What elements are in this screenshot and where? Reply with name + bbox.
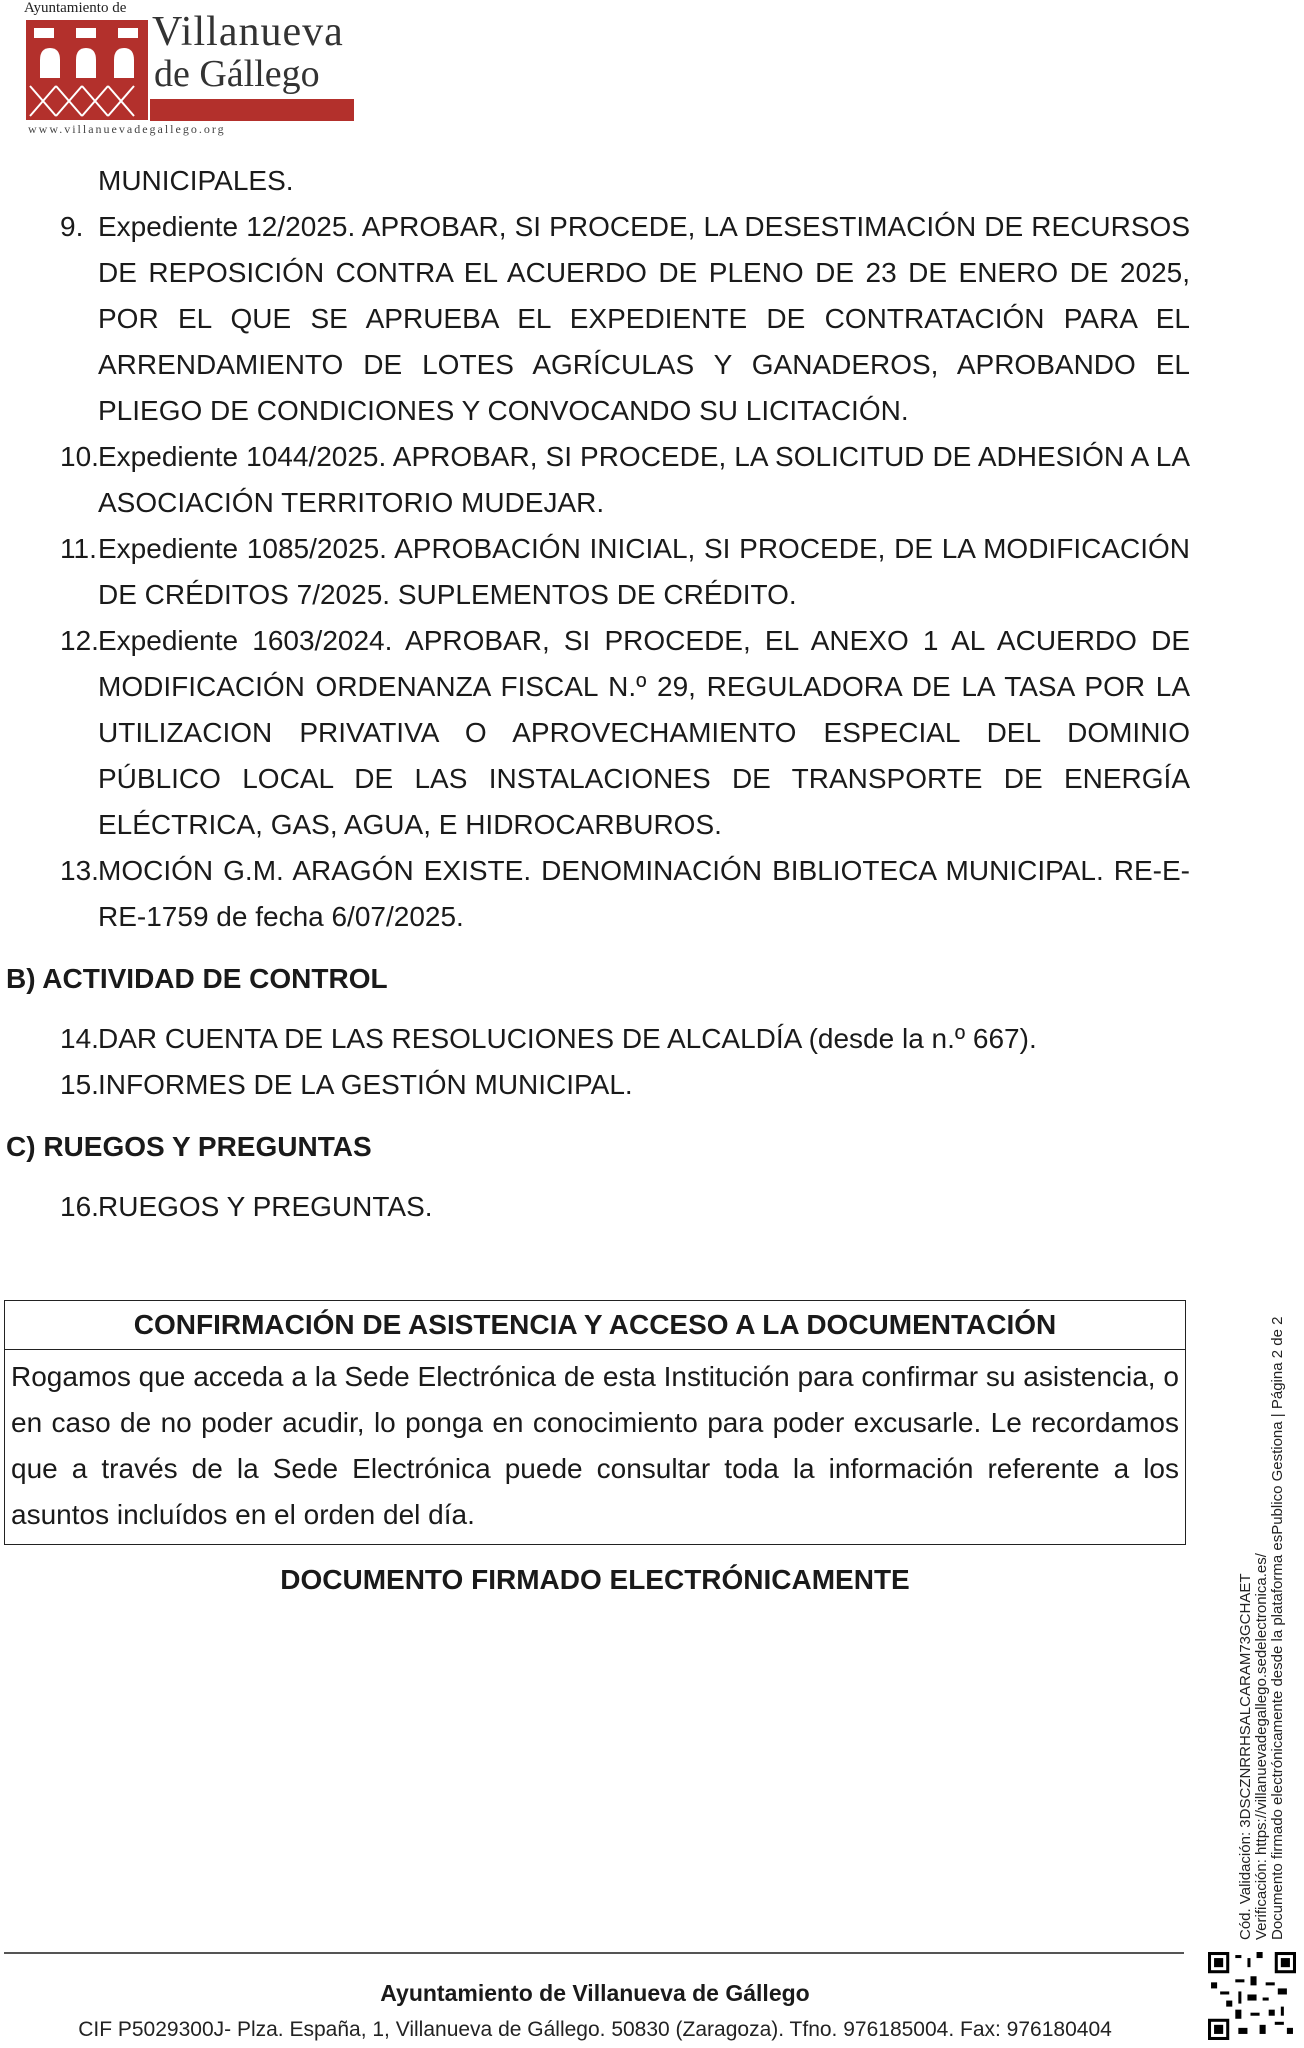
- qr-code-icon: [1208, 1952, 1296, 2040]
- attendance-notice-box: [4, 1300, 1186, 1545]
- item-number: 15.: [60, 1069, 99, 1100]
- footer-divider: [4, 1952, 1184, 1954]
- item-text: Expediente 1085/2025. APROBACIÓN INICIAL, SI PROCEDE, DE LA MODIFICACIÓN DE CRÉDITOS 7/2025. SUPLEMENTOS DE CRÉDITO.: [98, 533, 1190, 610]
- section-c-heading: C) RUEGOS Y PREGUNTAS: [6, 1131, 372, 1162]
- item-text: Expediente 1603/2024. APROBAR, SI PROCEDE, EL ANEXO 1 AL ACUERDO DE MODIFICACIÓN ORDENANZA FISCAL N.º 29, REGULADORA DE LA TASA POR LA UTILIZACION PRIVATIVA O APROVECHAMIENTO ESPECIAL DEL DOMINIO PÚBLICO LOCAL DE LAS INSTALACIONES DE TRANSPORTE DE ENERGÍA ELÉCTRICA, GAS, AGUA, E HIDROCARBUROS.: [98, 625, 1190, 840]
- item-number: 14.: [60, 1023, 99, 1054]
- notice-title: CONFIRMACIÓN DE ASISTENCIA Y ACCESO A LA DOCUMENTACIÓN: [5, 1301, 1185, 1350]
- item-number: 13.: [60, 855, 99, 886]
- item-text: Expediente 12/2025. APROBAR, SI PROCEDE, LA DESESTIMACIÓN DE RECURSOS DE REPOSICIÓN CONTRA EL ACUERDO DE PLENO DE 23 DE ENERO DE 2025, POR EL QUE SE APRUEBA EL EXPEDIENTE DE CONTRATACIÓN PARA EL ARRENDAMIENTO DE LOTES AGRÍCULAS Y GANADEROS, APROBANDO EL PLIEGO DE CONDICIONES Y CONVOCANDO SU LICITACIÓN.: [98, 211, 1190, 426]
- agenda-item-9: [0, 204, 1190, 434]
- agenda-item-15: [0, 1062, 1190, 1108]
- agenda-item-10: [0, 434, 1190, 526]
- signed-statement: DOCUMENTO FIRMADO ELECTRÓNICAMENTE: [280, 1564, 910, 1595]
- footer-address: CIF P5029300J- Plza. España, 1, Villanueva de Gállego. 50830 (Zaragoza). Tfno. 976185004. Fax: 976180404: [78, 2018, 1112, 2041]
- item-number: 11.: [60, 533, 97, 564]
- verification-url: Verificación: https://villanuevadegallego.sedelectronica.es/: [1253, 1553, 1270, 1940]
- document-body: [0, 158, 1190, 1230]
- item-text: RUEGOS Y PREGUNTAS.: [98, 1191, 433, 1222]
- logo-color-band: [150, 99, 354, 121]
- item-number: 12.: [60, 625, 99, 656]
- agenda-item-12: [0, 618, 1190, 848]
- item-number: 9.: [60, 211, 84, 242]
- logo-url: www.villanuevadegallego.org: [28, 122, 226, 136]
- logo-name-line2: de Gállego: [154, 53, 320, 95]
- castle-emblem-icon: [26, 20, 148, 120]
- side-verification-text: [1238, 1280, 1286, 1940]
- item-text: Expediente 1044/2025. APROBAR, SI PROCEDE, LA SOLICITUD DE ADHESIÓN A LA ASOCIACIÓN TERRITORIO MUDEJAR.: [98, 441, 1190, 518]
- municipal-logo: [24, 0, 344, 142]
- agenda-item-14: [0, 1016, 1190, 1062]
- platform-page-note: Documento firmado electrónicamente desde la plataforma esPublico Gestiona | Página 2 de 2: [1269, 1316, 1286, 1940]
- agenda-list-a: [0, 204, 1190, 940]
- item-text: DAR CUENTA DE LAS RESOLUCIONES DE ALCALDÍA (desde la n.º 667).: [98, 1023, 1037, 1054]
- agenda-list-b: [0, 1016, 1190, 1108]
- item-text: MOCIÓN G.M. ARAGÓN EXISTE. DENOMINACIÓN BIBLIOTECA MUNICIPAL. RE-E-RE-1759 de fecha 6/07/2025.: [98, 855, 1190, 932]
- logo-name-line1: Villanueva: [152, 9, 344, 55]
- section-b-heading: B) ACTIVIDAD DE CONTROL: [6, 963, 388, 994]
- validation-code: Cód. Validación: 3DSCZNRRHSALCARAM73GCHAET: [1237, 1573, 1254, 1940]
- agenda-item-11: [0, 526, 1190, 618]
- footer-institution-name: Ayuntamiento de Villanueva de Gállego: [380, 1980, 810, 2006]
- logo-top-text: Ayuntamiento de: [24, 0, 127, 16]
- agenda-continuation: MUNICIPALES.: [98, 165, 294, 196]
- notice-body: Rogamos que acceda a la Sede Electrónica de esta Institución para confirmar su asistencia, o en caso de no poder acudir, lo ponga en conocimiento para poder excusarle. Le recordamos que a través de la Sede Electrónica puede consultar toda la información referente a los asuntos incluídos en el orden del día.: [11, 1361, 1179, 1530]
- agenda-item-13: [0, 848, 1190, 940]
- agenda-list-c: [0, 1184, 1190, 1230]
- item-number: 10.: [60, 441, 99, 472]
- item-number: 16.: [60, 1191, 99, 1222]
- agenda-item-16: [0, 1184, 1190, 1230]
- item-text: INFORMES DE LA GESTIÓN MUNICIPAL.: [98, 1069, 633, 1100]
